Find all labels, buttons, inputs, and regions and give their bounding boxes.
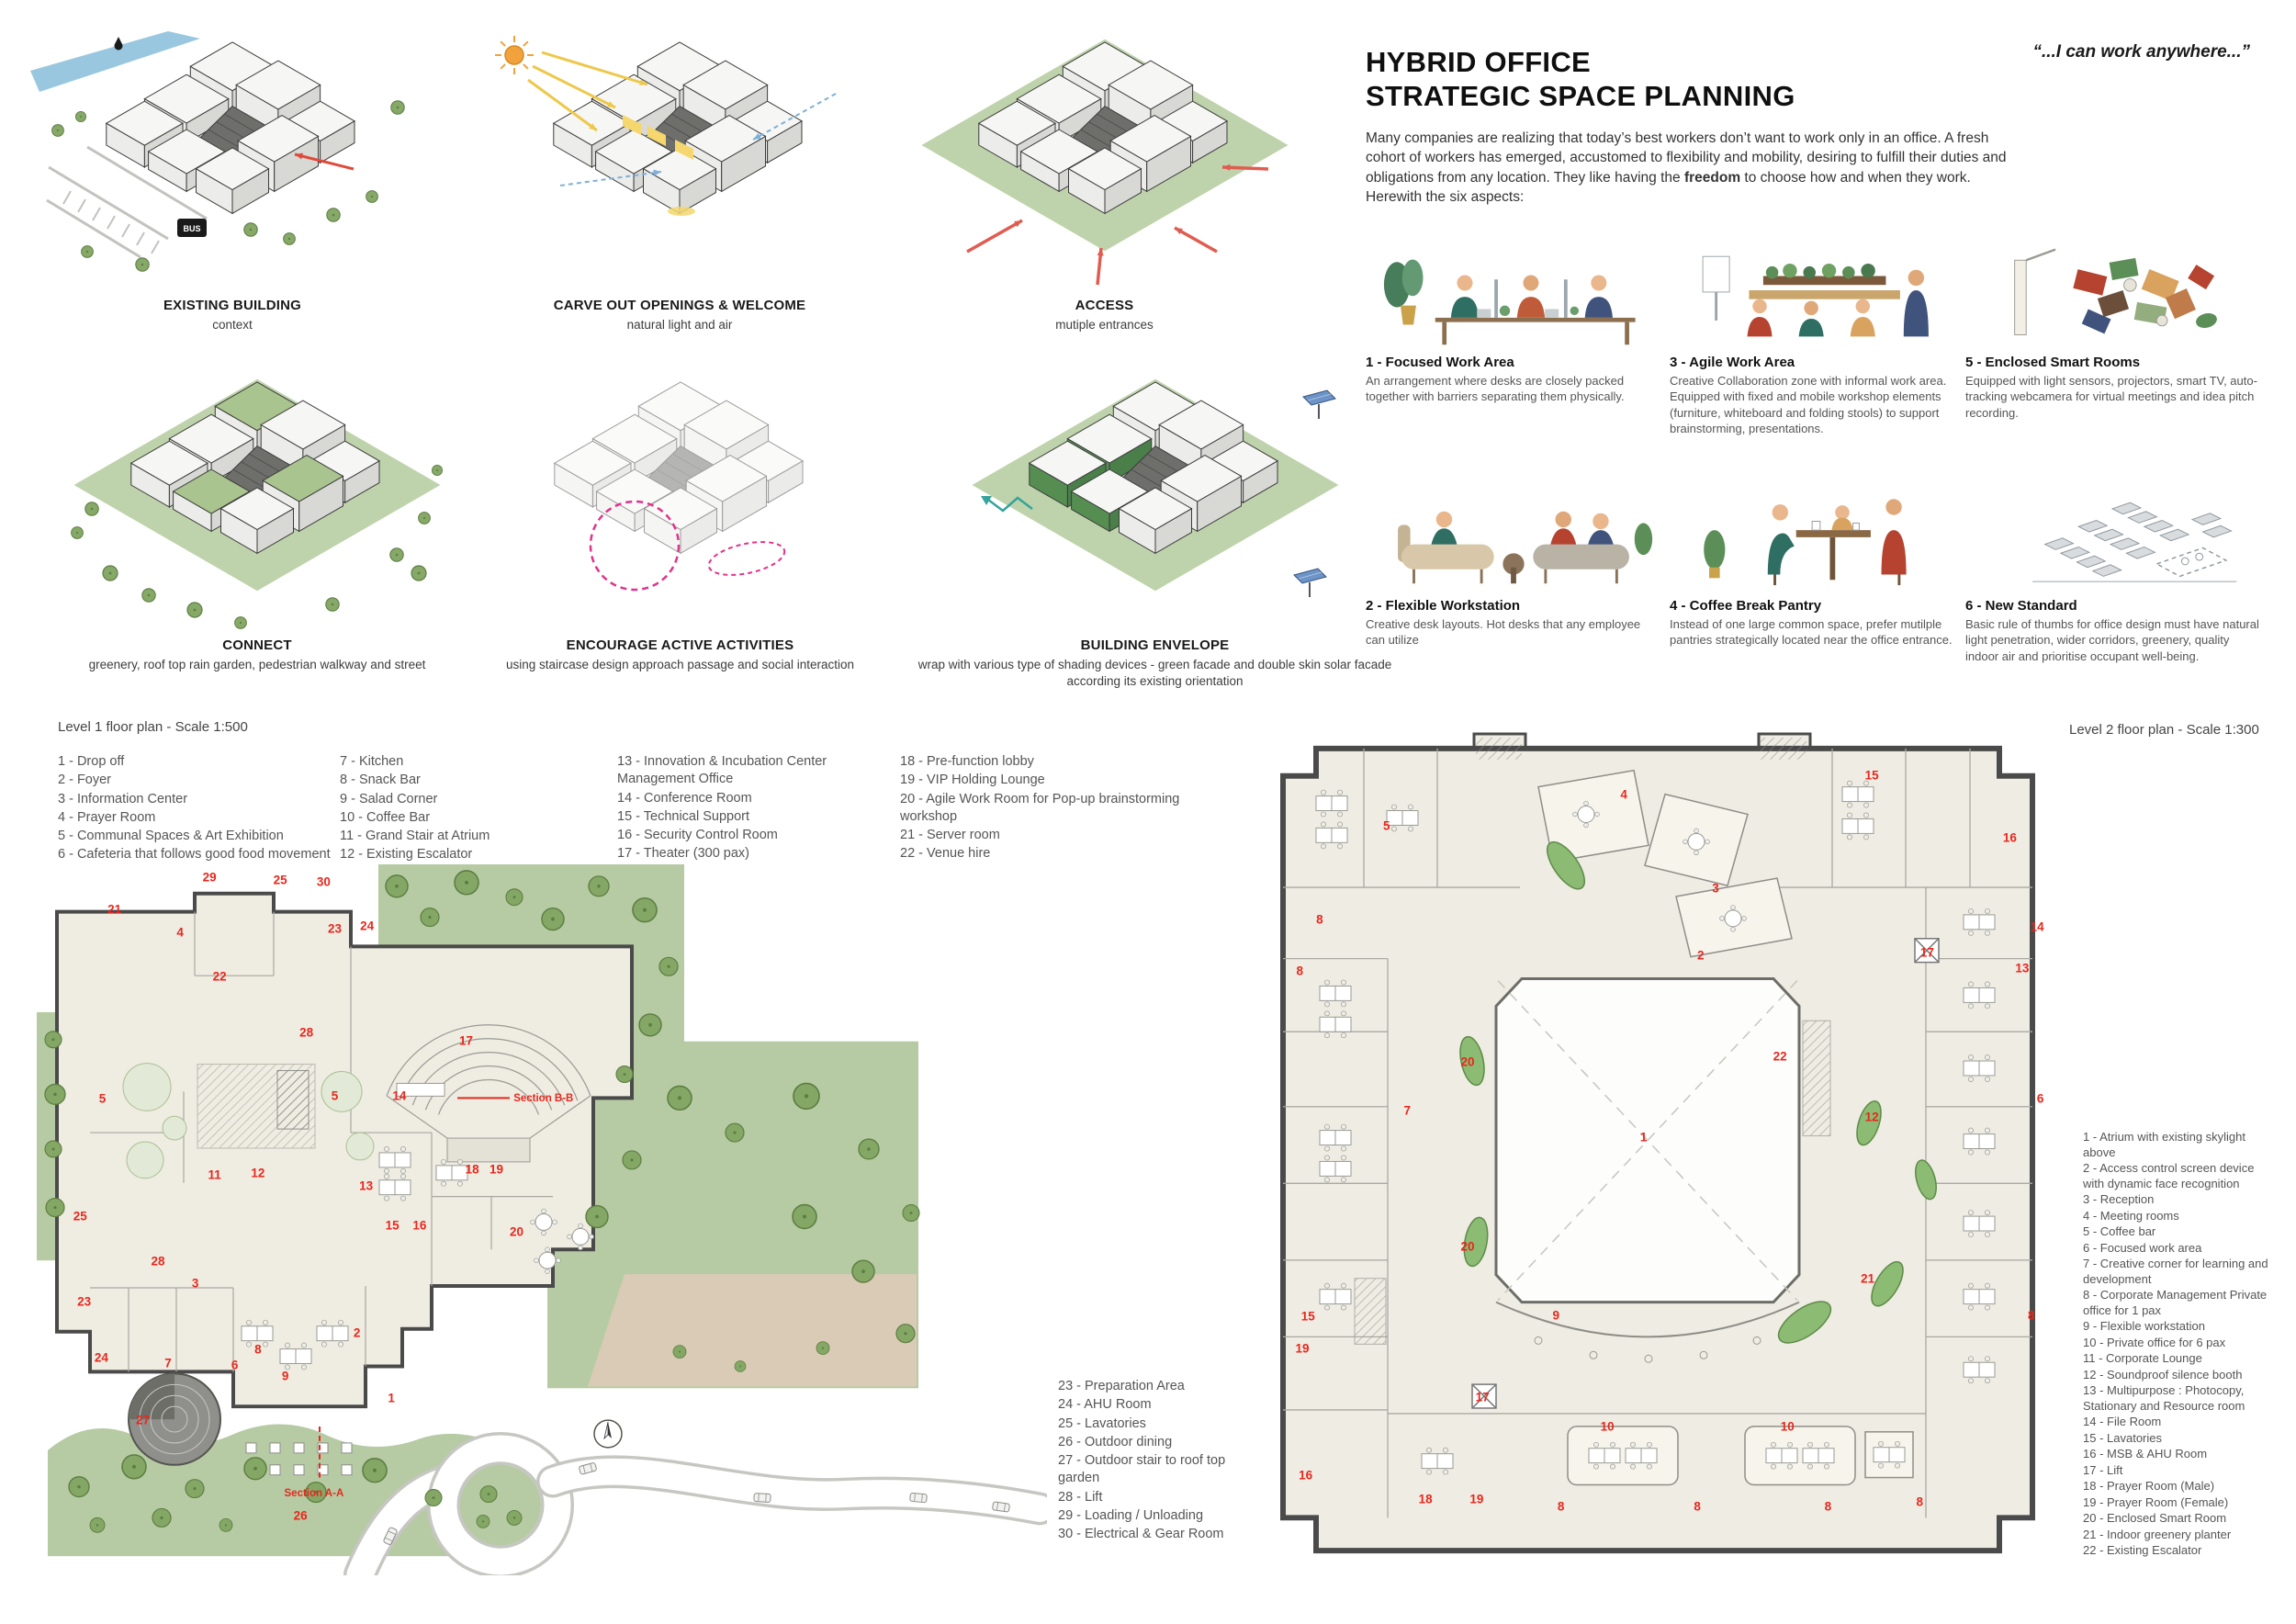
aspect-title: 2 - Flexible Workstation <box>1366 598 1521 614</box>
plan-room-number: 8 <box>1694 1499 1701 1514</box>
new-standard-illustration-svg <box>1979 475 2245 592</box>
level1-plan-label: Level 1 floor plan - Scale 1:500 <box>58 719 248 735</box>
level1-legend-col4 <box>900 753 1203 865</box>
section-b-label: Section B-B <box>513 1093 574 1105</box>
level2-room-markers <box>1244 730 2071 1571</box>
diagram-subtitle: mutiple entrances <box>1055 318 1154 332</box>
enclosed-smart-illustration <box>1965 225 2259 349</box>
legend-item: 18 - Pre-function lobby <box>900 754 1034 769</box>
plan-room-number: 23 <box>327 920 343 935</box>
plan-room-number: 17 <box>458 1033 474 1048</box>
aspect-new-standard <box>1965 455 2259 664</box>
level2-legend <box>2083 1130 2271 1560</box>
diagram-title: ACCESS <box>1075 298 1134 313</box>
legend-item: 5 - Coffee bar <box>2083 1224 2156 1238</box>
plan-room-number: 8 <box>1916 1494 1924 1509</box>
plan-room-number: 21 <box>107 902 122 917</box>
plan-room-number: 19 <box>1295 1341 1310 1356</box>
diagram-building-envelope <box>905 360 1405 689</box>
svg-text:BUS: BUS <box>183 224 201 233</box>
legend-item: 18 - Prayer Room (Male) <box>2083 1479 2215 1493</box>
plan-room-number: 20 <box>1460 1054 1475 1069</box>
legend-item: 9 - Salad Corner <box>340 791 438 806</box>
level1-legend-col1 <box>58 753 340 865</box>
legend-item: 4 - Prayer Room <box>58 809 156 825</box>
intro-paragraph <box>1366 129 2009 208</box>
legend-item: 24 - AHU Room <box>1058 1397 1152 1413</box>
plan-room-number: 3 <box>191 1276 199 1290</box>
legend-item: 2 - Foyer <box>58 773 112 788</box>
aspect-title: 4 - Coffee Break Pantry <box>1670 598 1822 614</box>
coffee-pantry-illustration-svg <box>1683 475 1949 592</box>
intro-post: to choose how and when they work. Herewith the six aspects: <box>1366 169 1971 206</box>
plan-room-number: 2 <box>353 1325 361 1340</box>
plan-room-number: 20 <box>1460 1239 1475 1254</box>
carve-out-illustration <box>478 20 882 296</box>
level1-legend <box>58 753 1203 866</box>
diagram-access <box>895 20 1313 333</box>
legend-item: 27 - Outdoor stair to roof top garden <box>1058 1453 1226 1486</box>
diagram-title: CONNECT <box>222 637 292 653</box>
legend-item: 29 - Loading / Unloading <box>1058 1507 1204 1523</box>
existing-building-illustration <box>30 20 434 296</box>
encourage-active-illustration <box>478 360 883 636</box>
aspect-description: Creative desk layouts. Hot desks that any employee can utilize <box>1366 617 1641 648</box>
legend-item: 7 - Kitchen <box>340 754 404 769</box>
plan-room-number: 22 <box>1773 1049 1787 1064</box>
bus-stop-icon <box>177 219 207 237</box>
plan-room-number: 17 <box>1919 944 1934 959</box>
legend-item: 26 - Outdoor dining <box>1058 1434 1173 1449</box>
plan-room-number: 28 <box>151 1253 165 1268</box>
legend-item: 20 - Agile Work Room for Pop-up brainstorming workshop <box>900 791 1180 824</box>
tree-icon <box>187 603 202 617</box>
level1-legend-col2 <box>340 753 617 865</box>
plan-room-number: 8 <box>1557 1499 1565 1514</box>
page-title <box>1366 46 1795 113</box>
diagram-connect <box>37 360 478 673</box>
plan-room-number: 30 <box>316 874 331 889</box>
legend-item: 12 - Existing Escalator <box>340 847 473 863</box>
flexible-workstation-illustration-svg <box>1371 475 1656 592</box>
diagram-caption <box>506 637 854 673</box>
plan-room-number: 8 <box>254 1342 262 1357</box>
tree-icon <box>327 209 340 221</box>
level2-plan-label: Level 2 floor plan - Scale 1:300 <box>2069 722 2259 738</box>
plan-room-number: 24 <box>94 1350 108 1365</box>
plan-room-number: 16 <box>1299 1467 1313 1482</box>
plan-room-number: 28 <box>299 1025 314 1039</box>
aspect-enclosed-smart-rooms <box>1965 225 2259 421</box>
tree-icon <box>419 513 431 524</box>
tree-icon <box>103 566 118 581</box>
plan-room-number: 29 <box>202 869 217 884</box>
legend-item: 4 - Meeting rooms <box>2083 1208 2179 1223</box>
plan-room-number: 7 <box>164 1356 172 1370</box>
aspect-description: Instead of one large common space, prefer mutilple pantries strategically located near the office entrance. <box>1670 617 1953 648</box>
aspect-description: An arrangement where desks are closely packed together with barriers separating them physically. <box>1366 374 1625 404</box>
level1-side-legend <box>1058 1378 1251 1545</box>
aspect-title: 6 - New Standard <box>1965 598 2077 614</box>
legend-item: 25 - Lavatories <box>1058 1415 1146 1431</box>
plan-room-number: 24 <box>360 918 375 932</box>
intro-pre: Many companies are realizing that today’s best workers don’t want to work only in an office. A fresh cohort of workers has emerged, accustomed to flexibility and mobility, desiring to fulfill their duties and obligations from any location. They like having the <box>1366 130 2007 186</box>
diagram-subtitle: natural light and air <box>626 318 733 332</box>
solar-panel-icon <box>1303 390 1335 419</box>
tree-icon <box>390 548 403 561</box>
legend-item: 3 - Information Center <box>58 791 188 806</box>
legend-item: 9 - Flexible workstation <box>2083 1319 2205 1333</box>
plan-room-number: 15 <box>1864 768 1879 783</box>
plan-room-number: 15 <box>385 1218 400 1233</box>
plan-room-number: 10 <box>1780 1418 1795 1433</box>
legend-item: 17 - Theater (300 pax) <box>617 846 750 862</box>
tree-icon <box>82 246 94 258</box>
aspect-description: Creative Collaboration zone with informal work area. Equipped with fixed and mobile workshop elements (furniture, whiteboard and folding stools) to support brainstorming, presentations. <box>1670 374 1947 435</box>
legend-item: 8 - Snack Bar <box>340 773 421 788</box>
legend-item: 11 - Grand Stair at Atrium <box>340 829 490 844</box>
plan-room-number: 4 <box>176 924 184 939</box>
plan-room-number: 22 <box>212 969 227 984</box>
plan-room-number: 14 <box>2030 919 2044 934</box>
aspect-focused-work-area <box>1366 225 1661 405</box>
aspect-description: Basic rule of thumbs for office design must have natural light penetration, wider corridors, greenery, quality indoor air and prioritise occupant well-being. <box>1965 617 2259 663</box>
plan-room-number: 14 <box>392 1088 407 1103</box>
legend-item: 1 - Drop off <box>58 754 125 769</box>
building-envelope-illustration <box>953 360 1357 636</box>
tree-icon <box>235 617 247 629</box>
legend-item: 15 - Lavatories <box>2083 1430 2162 1445</box>
legend-item: 22 - Venue hire <box>900 846 991 862</box>
plan-room-number: 18 <box>465 1161 479 1176</box>
legend-item: 21 - Server room <box>900 828 1000 843</box>
plan-room-number: 3 <box>1712 881 1719 896</box>
plan-room-number: 9 <box>281 1369 289 1383</box>
agile-work-illustration-svg <box>1678 231 1953 349</box>
diagram-encourage-active <box>467 360 894 673</box>
plan-room-number: 23 <box>77 1294 92 1309</box>
plan-room-number: 25 <box>273 872 287 886</box>
diagram-subtitle: context <box>212 318 253 332</box>
legend-item: 6 - Focused work area <box>2083 1240 2202 1255</box>
tree-icon <box>142 589 155 602</box>
plan-room-number: 1 <box>1639 1130 1648 1145</box>
plan-room-number: 19 <box>489 1161 504 1176</box>
plan-room-number: 19 <box>1469 1492 1484 1506</box>
access-illustration <box>903 20 1307 296</box>
level1-legend-col3 <box>617 753 900 865</box>
diagram-subtitle: wrap with various type of shading devices - green facade and double skin solar facade according its existing orientation <box>917 658 1392 688</box>
legend-item: 13 - Innovation & Incubation Center Management Office <box>617 754 827 787</box>
legend-item: 8 - Corporate Management Private office for 1 pax <box>2083 1288 2268 1317</box>
legend-item: 20 - Enclosed Smart Room <box>2083 1511 2227 1525</box>
tree-icon <box>432 465 442 475</box>
flexible-workstation-illustration <box>1366 455 1661 592</box>
page-title-line1: HYBRID OFFICE <box>1366 46 1592 78</box>
plan-room-number: 10 <box>1600 1418 1615 1433</box>
legend-item: 10 - Private office for 6 pax <box>2083 1335 2226 1349</box>
new-standard-illustration <box>1965 455 2259 592</box>
legend-item: 14 - Conference Room <box>617 790 752 806</box>
plan-room-number: 5 <box>331 1088 339 1103</box>
plan-room-number: 12 <box>251 1165 265 1179</box>
legend-item: 2 - Access control screen device with dynamic face recognition <box>2083 1161 2255 1190</box>
plan-room-number: 27 <box>135 1412 151 1427</box>
plan-room-number: 6 <box>2036 1091 2044 1106</box>
plan-room-number: 8 <box>2028 1308 2035 1323</box>
legend-item: 21 - Indoor greenery planter <box>2083 1527 2232 1541</box>
plan-room-number: 15 <box>1300 1309 1315 1323</box>
legend-item: 19 - Prayer Room (Female) <box>2083 1494 2229 1509</box>
plan-room-number: 17 <box>1475 1389 1490 1404</box>
plan-room-number: 12 <box>1864 1110 1879 1124</box>
legend-item: 15 - Technical Support <box>617 808 750 824</box>
diagram-title: ENCOURAGE ACTIVE ACTIVITIES <box>566 637 794 653</box>
tree-icon <box>391 101 404 114</box>
legend-item: 1 - Atrium with existing skylight above <box>2083 1130 2246 1159</box>
diagram-title: CARVE OUT OPENINGS & WELCOME <box>553 298 806 313</box>
legend-item: 12 - Soundproof silence booth <box>2083 1367 2243 1382</box>
legend-item: 11 - Corporate Lounge <box>2083 1351 2202 1365</box>
tree-icon <box>366 191 378 203</box>
quote-text: “...I can work anywhere...” <box>2032 42 2250 62</box>
plan-room-number: 2 <box>1697 948 1705 963</box>
tree-icon <box>136 258 149 271</box>
legend-item: 16 - Security Control Room <box>617 828 778 843</box>
plan-room-number: 8 <box>1296 963 1304 977</box>
sun-icon <box>495 36 534 74</box>
legend-item: 10 - Coffee Bar <box>340 809 431 825</box>
legend-item: 7 - Creative corner for learning and development <box>2083 1257 2268 1286</box>
diagram-carve-out <box>473 20 886 333</box>
plan-room-number: 6 <box>231 1357 239 1371</box>
agile-work-illustration <box>1670 225 1962 349</box>
plan-room-number: 7 <box>1403 1103 1412 1118</box>
legend-item: 17 - Lift <box>2083 1462 2123 1477</box>
aspect-agile-work-area <box>1670 225 1962 436</box>
aspect-flexible-workstation <box>1366 455 1661 648</box>
tree-icon <box>75 111 85 121</box>
plan-room-number: 26 <box>293 1508 308 1523</box>
tree-icon <box>411 566 426 581</box>
legend-item: 22 - Existing Escalator <box>2083 1543 2202 1557</box>
plan-room-number: 1 <box>388 1390 395 1404</box>
tree-icon <box>72 527 84 539</box>
aspect-title: 5 - Enclosed Smart Rooms <box>1965 355 2141 370</box>
legend-item: 14 - File Room <box>2083 1415 2162 1428</box>
aspect-title: 3 - Agile Work Area <box>1670 355 1795 370</box>
plan-room-number: 8 <box>1824 1499 1832 1514</box>
diagram-caption <box>89 637 426 673</box>
plan-room-number: 25 <box>73 1209 87 1224</box>
plan-room-number: 5 <box>98 1091 107 1106</box>
page-title-line2: STRATEGIC SPACE PLANNING <box>1366 79 1795 112</box>
tree-icon <box>244 223 257 236</box>
tree-icon <box>52 125 64 137</box>
legend-item: 23 - Preparation Area <box>1058 1379 1185 1393</box>
plan-room-number: 13 <box>359 1178 374 1192</box>
diagram-caption <box>1055 298 1154 333</box>
focused-work-illustration-svg <box>1371 234 1656 349</box>
plan-room-number: 20 <box>509 1224 524 1238</box>
diagram-caption <box>905 637 1405 689</box>
plan-room-number: 13 <box>2015 961 2030 976</box>
plan-room-number: 9 <box>1552 1308 1560 1323</box>
diagram-caption <box>163 298 301 333</box>
plan-room-number: 4 <box>1620 786 1627 801</box>
level1-room-markers <box>37 859 1047 1575</box>
legend-item: 6 - Cafeteria that follows good food movement <box>58 847 331 863</box>
intro-bold-word: freedom <box>1683 169 1741 186</box>
legend-item: 3 - Reception <box>2083 1192 2155 1206</box>
solar-panel-icon <box>1294 569 1326 597</box>
connect-illustration <box>55 360 459 636</box>
plan-room-number: 21 <box>1861 1270 1875 1285</box>
plan-room-number: 18 <box>1418 1492 1433 1506</box>
section-a-label: Section A-A <box>284 1487 344 1499</box>
level1-floor-plan <box>37 859 1047 1575</box>
tree-icon <box>85 502 98 515</box>
legend-item: 13 - Multipurpose : Photocopy, Stationary and Resource room <box>2083 1383 2245 1413</box>
legend-item: 19 - VIP Holding Lounge <box>900 773 1045 788</box>
legend-item: 30 - Electrical & Gear Room <box>1058 1527 1224 1542</box>
plan-room-number: 16 <box>412 1218 427 1233</box>
enclosed-smart-illustration-svg <box>1979 239 2245 349</box>
level2-floor-plan <box>1244 730 2071 1571</box>
tree-icon <box>284 233 296 245</box>
diagram-title: EXISTING BUILDING <box>163 298 302 313</box>
plan-room-number: 8 <box>1316 912 1323 927</box>
diagram-title: BUILDING ENVELOPE <box>1080 637 1230 653</box>
plan-room-number: 11 <box>208 1167 221 1182</box>
diagram-subtitle: using staircase design approach passage and social interaction <box>506 658 854 671</box>
aspect-title: 1 - Focused Work Area <box>1366 355 1514 370</box>
tree-icon <box>326 598 339 611</box>
aspect-coffee-break-pantry <box>1670 455 1962 648</box>
diagram-caption <box>554 298 806 333</box>
legend-item: 16 - MSB & AHU Room <box>2083 1447 2208 1460</box>
plan-room-number: 16 <box>2002 830 2017 845</box>
coffee-pantry-illustration <box>1670 455 1962 592</box>
legend-item: 5 - Communal Spaces & Art Exhibition <box>58 829 284 844</box>
diagram-existing-building <box>26 20 439 333</box>
diagram-subtitle: greenery, roof top rain garden, pedestrian walkway and street <box>88 658 426 671</box>
legend-item: 28 - Lift <box>1058 1489 1103 1505</box>
aspect-description: Equipped with light sensors, projectors, smart TV, auto-tracking webcamera for virtual meetings and idea pitch recording. <box>1965 374 2257 420</box>
plan-room-number: 5 <box>1383 818 1390 833</box>
focused-work-illustration <box>1366 225 1661 349</box>
